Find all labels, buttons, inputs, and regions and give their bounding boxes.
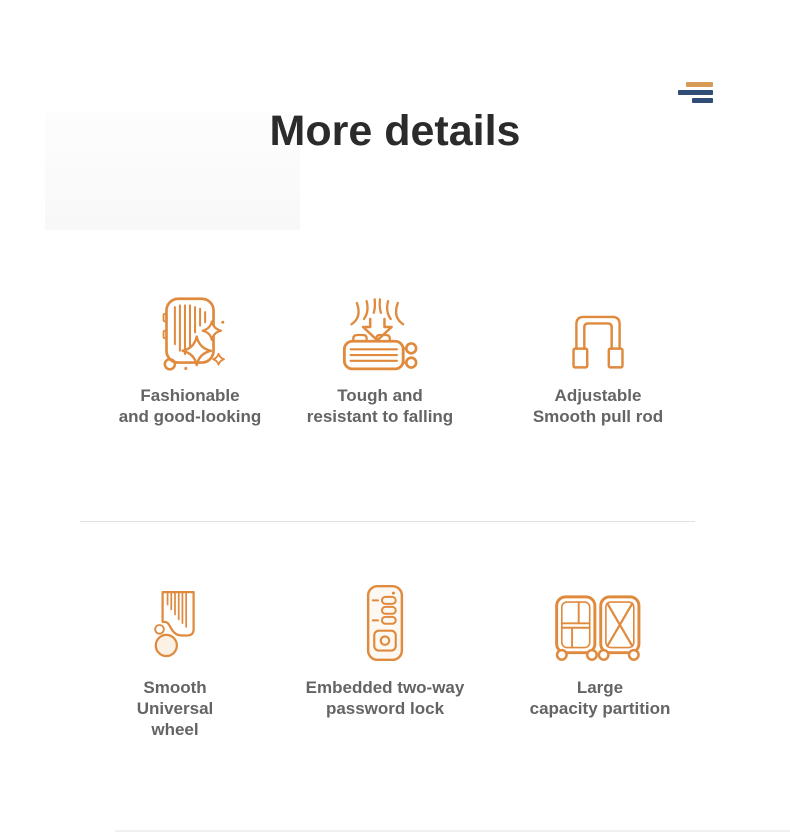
feature-drop-resistant [280,288,480,427]
feature-label: Tough and resistant to falling [306,386,454,426]
open-suitcase-icon [552,591,648,663]
page-title: More details [269,107,521,155]
bottom-edge-artifact [115,830,790,832]
feature-label: Smooth Universal wheel [136,678,214,739]
menu-bar-bottom-icon [692,98,713,103]
feature-fashionable [90,288,290,427]
universal-wheel-icon [144,587,206,663]
pull-rod-icon [562,304,634,376]
menu-bar-top-icon [686,82,713,87]
feature-label: Large capacity partition [529,678,671,718]
feature-label: Fashionable and good-looking [118,386,262,426]
password-lock-icon [362,583,408,663]
suitcase-drop-icon [332,294,428,376]
section-divider [80,521,695,522]
feature-password-lock [285,583,485,719]
menu-button[interactable] [676,80,715,105]
feature-label: Adjustable Smooth pull rod [532,386,664,426]
feature-label: Embedded two-way password lock [305,678,465,718]
feature-pull-rod [498,288,698,427]
feature-universal-wheel [75,583,275,740]
feature-capacity-partition [500,583,700,719]
menu-bar-middle-icon [678,90,713,95]
suitcase-sparkle-icon [148,292,232,376]
